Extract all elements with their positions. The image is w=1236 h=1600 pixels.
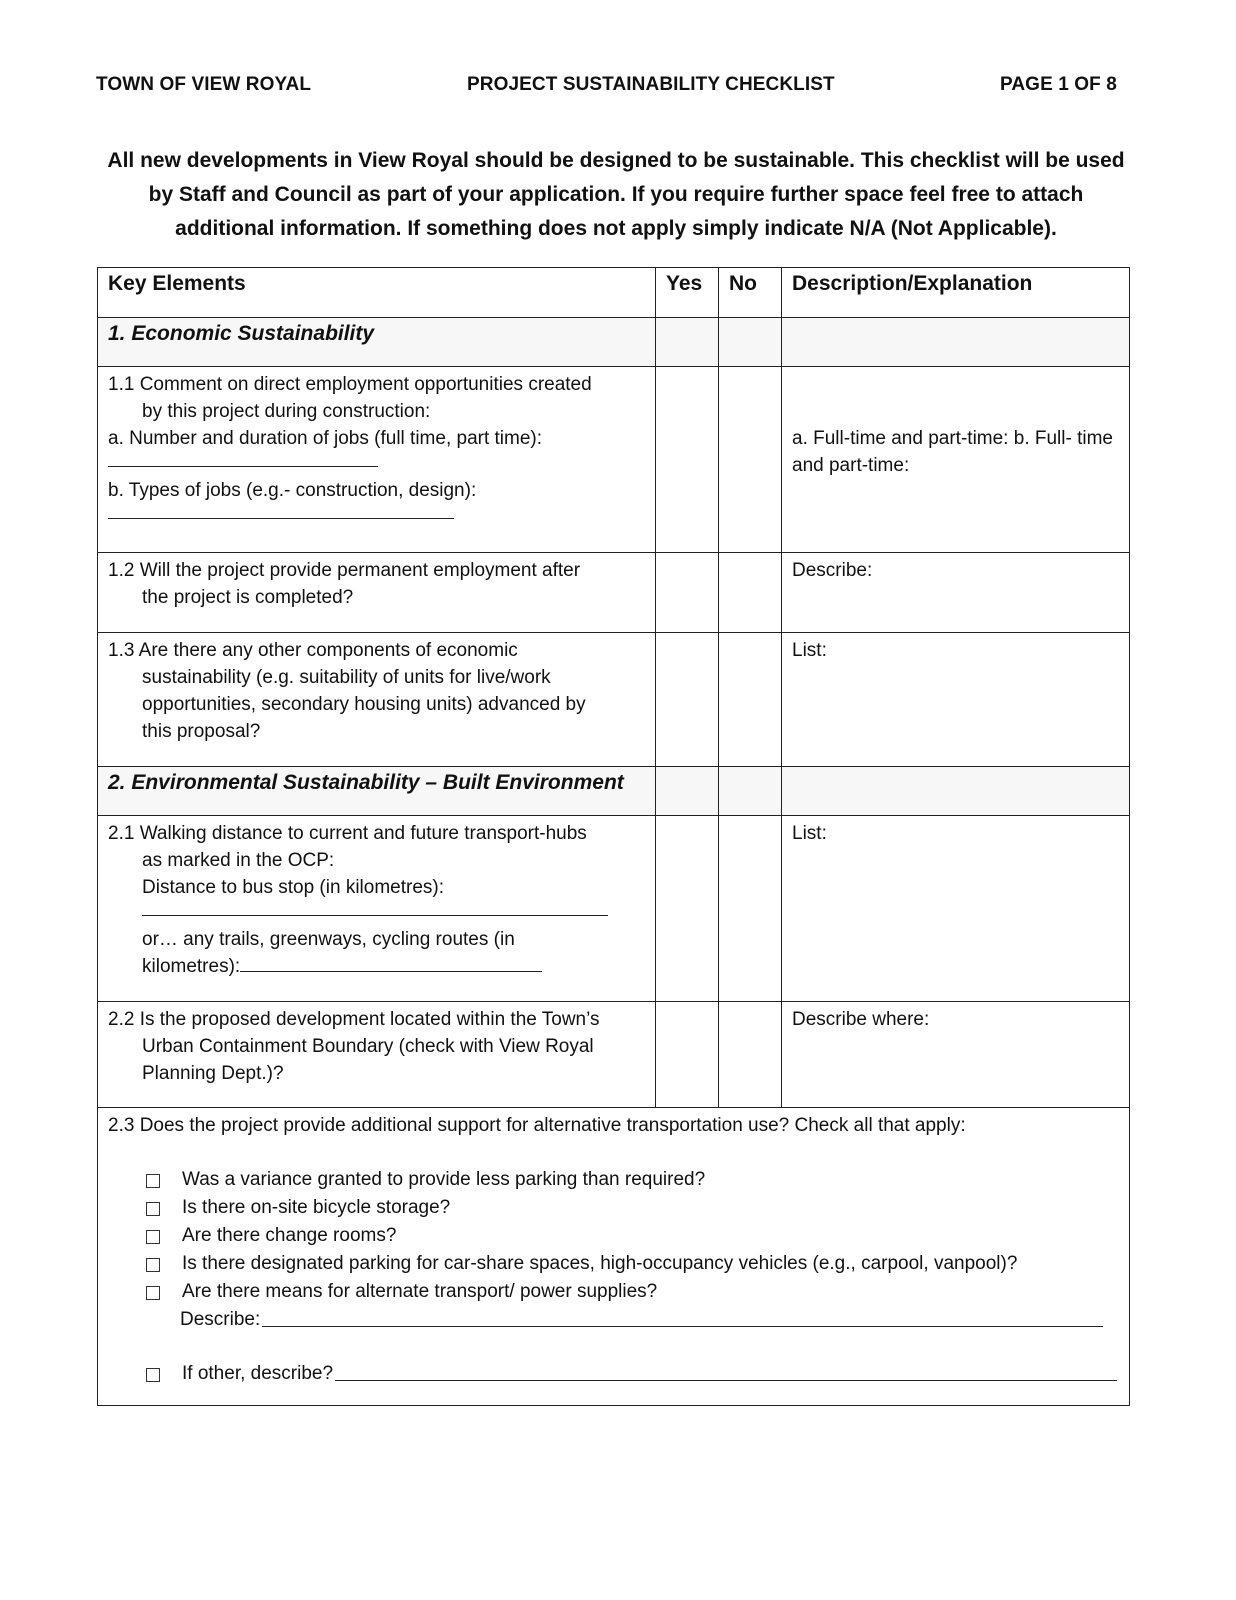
description-prompt: List: (792, 823, 827, 844)
question-row-2-2 (98, 1002, 1130, 1108)
description-prompt: a. Full-time and part-time: (792, 428, 1009, 449)
description-cell[interactable] (782, 816, 1130, 1002)
section-title-environmental: 2. Environmental Sustainability – Built Environment (98, 767, 656, 816)
checkbox-label: Are there means for alternate transport/ power supplies? (182, 1281, 658, 1302)
checkbox[interactable] (146, 1230, 160, 1244)
checkbox[interactable] (146, 1286, 160, 1300)
checkbox-label: Is there on-site bicycle storage? (182, 1197, 451, 1218)
answer-blank-line[interactable] (142, 901, 608, 916)
question-row-2-3 (98, 1108, 1130, 1406)
question-text: 2.1 Walking distance to current and future transport-hubs (108, 823, 587, 844)
describe-label: Describe: (180, 1309, 261, 1330)
column-header-yes: Yes (656, 268, 719, 318)
question-text: 1.2 Will the project provide permanent employment after (108, 560, 581, 581)
question-text: 2.2 Is the proposed development located within the Town’s (108, 1009, 600, 1030)
other-blank-line[interactable] (335, 1360, 1117, 1381)
description-cell[interactable] (782, 1002, 1130, 1108)
describe-blank-line[interactable] (262, 1306, 1103, 1327)
question-row-1-1 (98, 367, 1130, 553)
header-document-title: PROJECT SUSTAINABILITY CHECKLIST (467, 74, 835, 95)
describe-row (180, 1306, 1119, 1334)
no-cell[interactable] (719, 767, 782, 816)
checkbox[interactable] (146, 1258, 160, 1272)
question-text: sustainability (e.g. suitability of units for live/work (142, 667, 551, 688)
question-text-with-blank (108, 953, 645, 980)
yes-cell[interactable] (656, 1002, 719, 1108)
no-cell[interactable] (719, 318, 782, 367)
question-1-1 (98, 367, 656, 553)
column-header-description: Description/Explanation (782, 268, 1130, 318)
question-row-1-2 (98, 553, 1130, 633)
description-cell[interactable] (782, 633, 1130, 767)
checkbox-label: Are there change rooms? (182, 1225, 397, 1246)
question-2-2 (98, 1002, 656, 1108)
question-2-1 (98, 816, 656, 1002)
section-title-economic: 1. Economic Sustainability (98, 318, 656, 367)
column-header-no: No (719, 268, 782, 318)
question-text: a. Number and duration of jobs (full time, part time): (108, 428, 543, 449)
question-1-3 (98, 633, 656, 767)
answer-blank-line[interactable] (108, 452, 378, 467)
table-header-row (98, 268, 1130, 318)
checkbox-option[interactable] (146, 1194, 1119, 1222)
checklist-table (97, 267, 1130, 1406)
question-text: opportunities, secondary housing units) advanced by (142, 694, 586, 715)
question-text: the project is completed? (142, 587, 354, 608)
answer-blank-line[interactable] (108, 504, 454, 519)
section-row (98, 767, 1130, 816)
no-cell[interactable] (719, 553, 782, 633)
header-town-name: TOWN OF VIEW ROYAL (96, 74, 312, 95)
header-page-number: PAGE 1 OF 8 (1000, 74, 1117, 95)
checkbox-option[interactable] (146, 1278, 1119, 1306)
question-2-3 (98, 1108, 1130, 1406)
description-prompt: Describe: (792, 560, 873, 581)
question-text: by this project during construction: (142, 401, 431, 422)
description-cell[interactable] (782, 767, 1130, 816)
question-text: Distance to bus stop (in kilometres): (142, 877, 445, 898)
question-text: as marked in the OCP: (142, 850, 335, 871)
question-text: kilometres): (142, 956, 241, 977)
question-text: 1.1 Comment on direct employment opportunities created (108, 374, 592, 395)
yes-cell[interactable] (656, 767, 719, 816)
no-cell[interactable] (719, 816, 782, 1002)
description-prompt: List: (792, 640, 827, 661)
checkbox-label: Was a variance granted to provide less parking than required? (182, 1169, 706, 1190)
yes-cell[interactable] (656, 553, 719, 633)
description-cell[interactable] (782, 553, 1130, 633)
checkbox-option[interactable] (146, 1222, 1119, 1250)
checkbox-option[interactable] (146, 1250, 1119, 1278)
no-cell[interactable] (719, 633, 782, 767)
question-row-2-1 (98, 816, 1130, 1002)
question-text: Planning Dept.)? (142, 1063, 284, 1084)
question-text: b. Types of jobs (e.g.- construction, design): (108, 480, 477, 501)
description-cell[interactable] (782, 318, 1130, 367)
question-row-1-3 (98, 633, 1130, 767)
yes-cell[interactable] (656, 367, 719, 553)
question-text: 2.3 Does the project provide additional support for alternative transportation use? Check all that apply: (108, 1115, 966, 1136)
yes-cell[interactable] (656, 633, 719, 767)
no-cell[interactable] (719, 1002, 782, 1108)
question-text: 1.3 Are there any other components of economic (108, 640, 518, 661)
intro-paragraph (96, 144, 1136, 246)
no-cell[interactable] (719, 367, 782, 553)
intro-line: All new developments in View Royal should be designed to be sustainable. This checklist will be used (107, 149, 1125, 172)
yes-cell[interactable] (656, 816, 719, 1002)
column-header-key-elements: Key Elements (98, 268, 656, 318)
section-row (98, 318, 1130, 367)
checkbox[interactable] (146, 1368, 160, 1382)
yes-cell[interactable] (656, 318, 719, 367)
question-1-2 (98, 553, 656, 633)
description-prompt: b. Full- time and part-time: (792, 428, 1113, 476)
question-text: this proposal? (142, 721, 261, 742)
checkbox[interactable] (146, 1174, 160, 1188)
description-prompt: Describe where: (792, 1009, 930, 1030)
checkbox-option[interactable] (146, 1166, 1119, 1194)
intro-line: additional information. If something does not apply simply indicate N/A (Not Applicable). (175, 217, 1057, 240)
question-text: or… any trails, greenways, cycling routes (in (142, 929, 515, 950)
question-text: Urban Containment Boundary (check with View Royal (142, 1036, 594, 1057)
checkbox-label: Is there designated parking for car-share spaces, high-occupancy vehicles (e.g., carpool, vanpool)? (182, 1253, 1018, 1274)
answer-blank-line[interactable] (240, 959, 542, 972)
checkbox-option-other[interactable] (146, 1360, 1119, 1388)
intro-line: by Staff and Council as part of your application. If you require further space feel free to attach (148, 183, 1084, 206)
checkbox[interactable] (146, 1202, 160, 1216)
checkbox-label: If other, describe? (182, 1363, 334, 1384)
description-cell[interactable] (782, 367, 1130, 553)
